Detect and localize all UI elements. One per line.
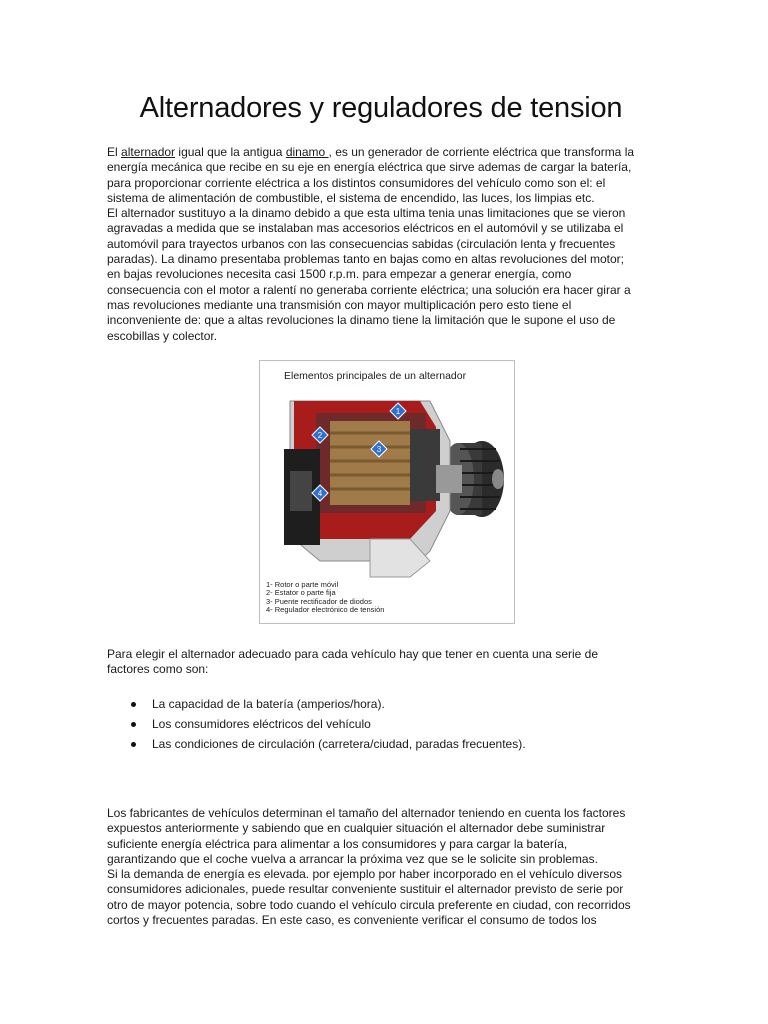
list-item: Las condiciones de circulación (carretera/ciudad, paradas frecuentes). bbox=[107, 737, 526, 757]
text-line: El alternador sustituyo a la dinamo debido a que esta ultima tenia unas limitaciones que se vieron bbox=[107, 206, 626, 221]
text-line: factores como son: bbox=[107, 662, 209, 677]
svg-text:3: 3 bbox=[376, 445, 382, 454]
text-line: expuestos anteriormente y sabiendo que en cualquier situación el alternador debe suministrar bbox=[107, 821, 606, 836]
alternator-figure bbox=[259, 360, 515, 624]
text-line: otro de mayor potencia, sobre todo cuando el vehículo circula preferente en ciudad, con recorridos bbox=[107, 897, 631, 912]
dinamo-link[interactable]: dinamo bbox=[285, 145, 329, 159]
factors-paragraph bbox=[107, 647, 655, 678]
legend-item: 4- Regulador electrónico de tensión bbox=[266, 604, 385, 614]
svg-text:2: 2 bbox=[317, 431, 323, 440]
text-line: escobillas y colector. bbox=[107, 328, 218, 343]
figure-title: Elementos principales de un alternador bbox=[284, 370, 467, 382]
text-line: Para elegir el alternador adecuado para cada vehículo hay que tener en cuenta una serie de bbox=[107, 647, 599, 661]
bullet-dot-icon bbox=[131, 722, 136, 727]
legend-item: 3- Puente rectificador de diodos bbox=[266, 596, 372, 606]
bullet-dot-icon bbox=[131, 742, 136, 747]
text-line: en bajas revoluciones necesita casi 1500 r.p.m. para empezar a generar energía, como bbox=[107, 267, 572, 282]
text-line: El alternador igual que la antigua dinamo , es un generador de corriente eléctrica que transforma la bbox=[107, 145, 635, 159]
text-line: automóvil para trayectos urbanos con las consecuencias sabidas (circulación lenta y frecuentes bbox=[107, 236, 616, 251]
text-line: garantizando que el coche vuelva a arrancar la próxima vez que se le solicite sin problemas. bbox=[107, 851, 598, 866]
list-item: La capacidad de la batería (amperios/hora). bbox=[107, 697, 526, 717]
page-title: Alternadores y reguladores de tension bbox=[139, 92, 623, 124]
text-line: mas revoluciones mediante una transmisión con mayor multiplicación pero esto tiene el bbox=[107, 297, 572, 312]
text-line: inconveniente de: que a altas revoluciones la dinamo tiene la limitación que le supone el uso de bbox=[107, 313, 616, 328]
text-line: consecuencia con el motor a ralentí no generaba corriente eléctrica; una solución era hacer girar a bbox=[107, 282, 631, 297]
legend-item: 2- Estator o parte fija bbox=[266, 588, 336, 598]
text-line: cortos y frecuentes paradas. En este caso, es conveniente verificar el consumo de todos los bbox=[107, 913, 597, 928]
text-line: consumidores adicionales, puede resultar conveniente sustituir el alternador previsto de serie por bbox=[107, 882, 624, 897]
factors-list bbox=[107, 697, 526, 757]
figure-legend bbox=[266, 581, 384, 614]
text-line: para proporcionar corriente eléctrica a los distintos consumidores del vehículo como son el: el bbox=[107, 175, 606, 190]
text-line: energía mecánica que recibe en su eje en energía eléctrica que sirve ademas de cargar la batería, bbox=[107, 160, 632, 175]
manufacturers-paragraph bbox=[107, 806, 655, 928]
intro-paragraph bbox=[107, 145, 655, 344]
text-line: Si la demanda de energía es elevada. por ejemplo por haber incorporado en el vehículo diversos bbox=[107, 867, 622, 882]
text-line: paradas). La dinamo presentaba problemas tanto en bajas como en altas revoluciones del motor; bbox=[107, 252, 624, 267]
svg-text:1: 1 bbox=[395, 407, 401, 416]
alternator-housing bbox=[284, 401, 462, 577]
legend-item: 1- Rotor o parte móvil bbox=[266, 580, 339, 589]
text-line: agravadas a medida que se instalaban mas accesorios eléctricos en el automóvil y se utilizaba el bbox=[107, 221, 624, 236]
text-line: suficiente energía eléctrica para alimentar a los consumidores y para cargar la batería, bbox=[107, 836, 568, 851]
svg-text:4: 4 bbox=[317, 489, 323, 498]
bullet-dot-icon bbox=[131, 702, 136, 707]
list-item: Los consumidores eléctricos del vehículo bbox=[107, 717, 526, 737]
alternador-link[interactable]: alternador bbox=[121, 145, 176, 159]
text-line: Los fabricantes de vehículos determinan el tamaño del alternador teniendo en cuenta los factores bbox=[107, 806, 626, 820]
text-line: sistema de alimentación de combustible, el sistema de encendido, las luces, los limpias etc. bbox=[107, 190, 595, 205]
